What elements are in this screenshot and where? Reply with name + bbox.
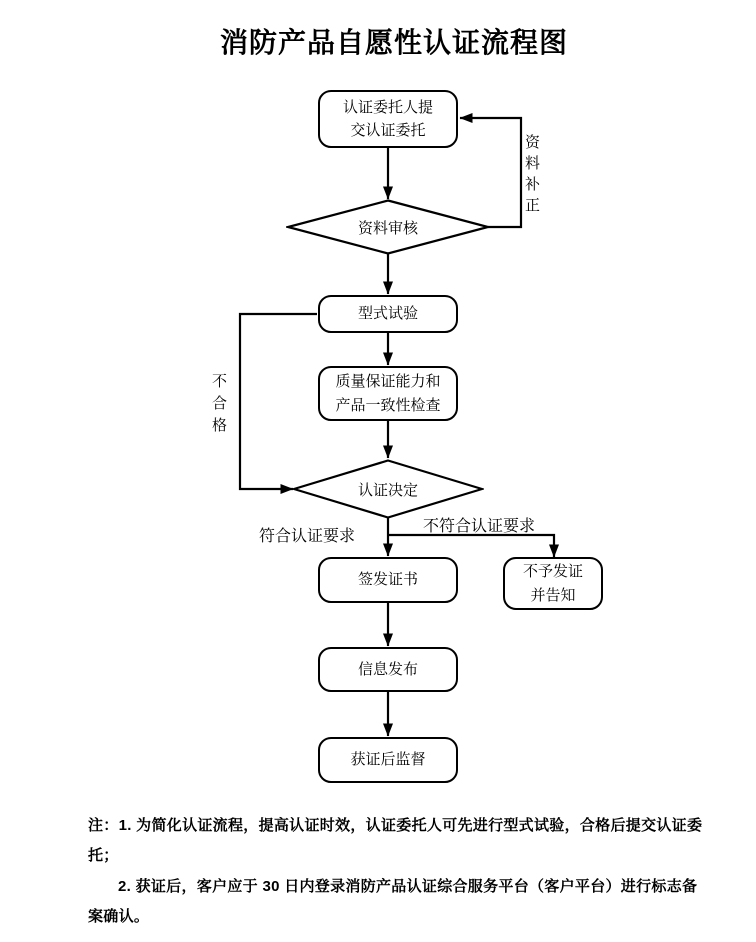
note-line-2: 托； (88, 847, 119, 864)
node-certification-decision (292, 459, 484, 519)
edge-label-material-supplement: 资料补正 (524, 134, 540, 214)
node-deny-certificate (503, 557, 603, 610)
note-line-4: 案确认。 (88, 908, 150, 925)
node-information-publish-label: 信息发布 (357, 660, 418, 678)
node-quality-label-line2: 产品一致性检查 (335, 396, 441, 414)
edge-label-conform: 符合认证要求 (259, 528, 356, 545)
node-issue-certificate-label: 签发证书 (357, 571, 418, 589)
node-material-review-label: 资料审核 (357, 219, 418, 237)
node-issue-certificate (318, 557, 458, 603)
node-type-test (318, 295, 458, 333)
note-line-3: 2. 获证后，客户应于 30 日内登录消防产品认证综合服务平台（客户平台）进行标志备 (118, 878, 698, 895)
node-quality-label-line1: 质量保证能力和 (335, 373, 441, 391)
node-information-publish (318, 647, 458, 692)
node-material-review-decision (286, 199, 490, 255)
node-post-certification-supervision (318, 737, 458, 783)
node-post-certification-supervision-label: 获证后监督 (350, 751, 426, 769)
node-type-test-label: 型式试验 (357, 305, 418, 323)
node-deny-label-line1: 不予发证 (522, 563, 583, 581)
note-line-1: 注：1. 为简化认证流程，提高认证时效，认证委托人可先进行型式试验，合格后提交认证委 (88, 817, 703, 834)
edge-decision-to-deny (388, 535, 554, 557)
node-certification-decision-label: 认证决定 (357, 481, 418, 499)
node-quality-check (318, 366, 458, 421)
node-submit-application (318, 90, 458, 148)
edge-label-fail: 不合格 (211, 373, 227, 434)
node-submit-label-line2: 交认证委托 (350, 122, 426, 139)
edge-label-nonconform: 不符合认证要求 (423, 518, 536, 535)
node-submit-label-line1: 认证委托人提 (342, 98, 433, 116)
page-title: 消防产品自愿性认证流程图 (219, 27, 568, 58)
node-deny-label-line2: 并告知 (530, 586, 576, 604)
